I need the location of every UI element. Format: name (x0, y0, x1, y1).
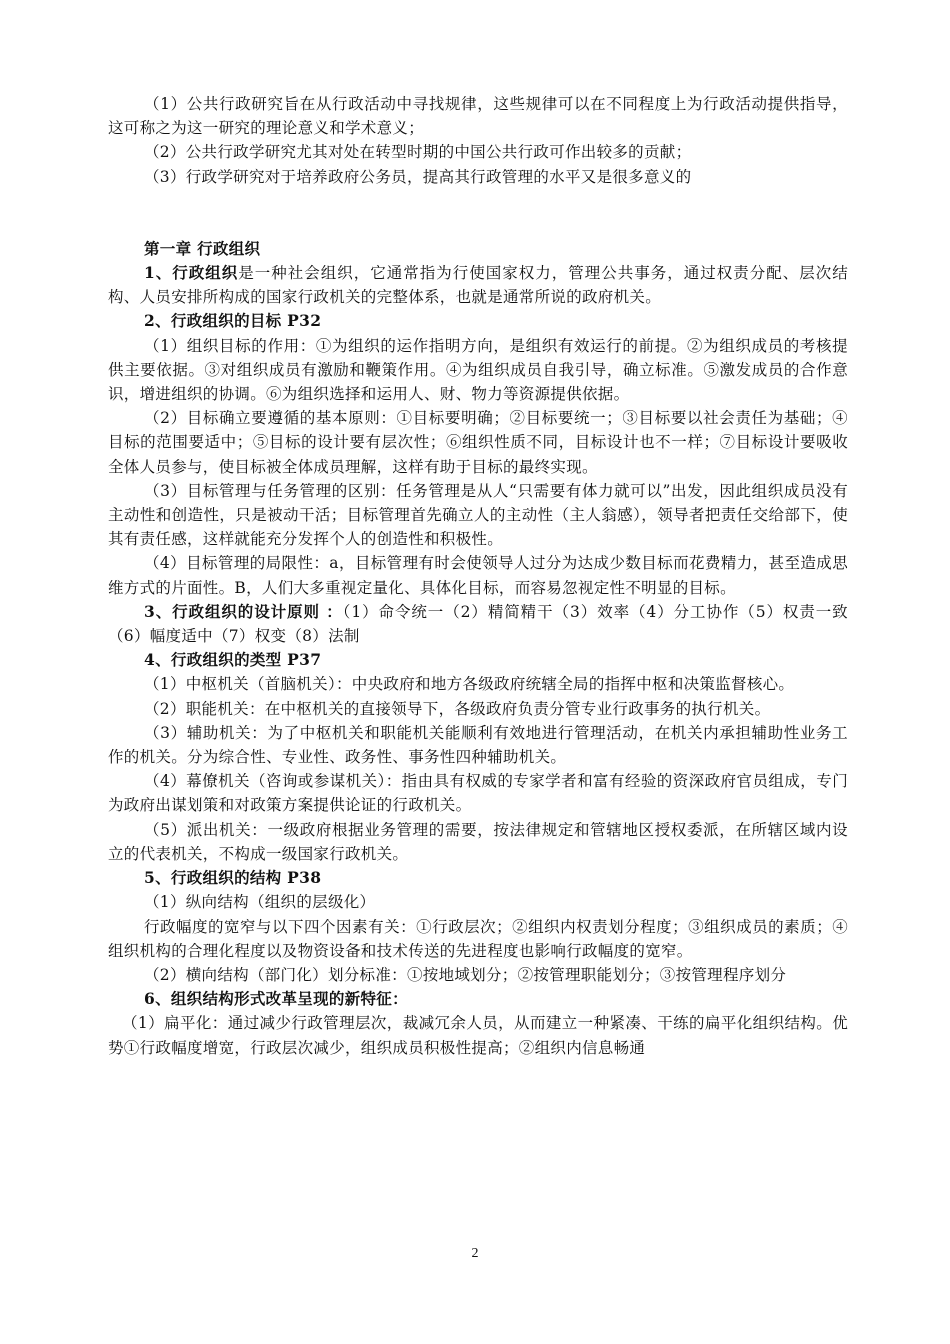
section-5-item-3: （2）横向结构（部门化）划分标准：①按地域划分；②按管理职能划分；③按管理程序划分 (144, 965, 787, 984)
section-3-text: （1）命令统一（2）精简精干（3）效率（4）分工协作（5）权责一致（6）幅度适中（7）权变（8）法制 (108, 602, 848, 646)
section-2-item-2: （2）目标确立要遵循的基本原则：①目标要明确；②目标要统一；③目标要以社会责任为基础；④目标的范围要适中；⑤目标的设计要有层次性；⑥组织性质不同，目标设计也不一样；⑦目标设计要吸收全体人员参与，使目标被全体成员理解，这样有助于目标的最终实现。 (108, 409, 848, 476)
intro-paragraph-1: （1）公共行政研究旨在从行政活动中寻找规律，这些规律可以在不同程度上为行政活动提供指导，这可称之为这一研究的理论意义和学术意义； (108, 95, 848, 138)
section-4-item-3: （3）辅助机关：为了中枢机关和职能机关能顺利有效地进行管理活动，在机关内承担辅助性业务工作的机关。分为综合性、专业性、政务性、事务性四种辅助机关。 (108, 723, 848, 767)
section-1-text: 是一种社会组织，它通常指为行使国家权力，管理公共事务，通过权责分配、层次结构、人员安排所构成的国家行政机关的完整体系，也就是通常所说的政府机关。 (108, 264, 848, 307)
section-3-term: 3、行政组织的设计原则 ： (144, 601, 343, 621)
intro-paragraph-2: （2）公共行政学研究尤其对处在转型时期的中国公共行政可作出较多的贡献； (144, 143, 692, 162)
intro-paragraph-3: （3）行政学研究对于培养政府公务员，提高其行政管理的水平又是很多意义的 (144, 167, 692, 186)
section-5-heading: 5、行政组织的结构 P38 (144, 868, 322, 888)
chapter-title: 第一章 行政组织 (144, 238, 261, 258)
section-4-item-1: （1）中枢机关（首脑机关）：中央政府和地方各级政府统辖全局的指挥中枢和决策监督核心。 (144, 675, 795, 694)
section-4-item-4: （4）幕僚机关（咨询或参谋机关）：指由具有权威的专家学者和富有经验的资深政府官员组成，专门为政府出谋划策和对政策方案提供论证的行政机关。 (108, 772, 848, 815)
section-3-paragraph (108, 600, 848, 648)
section-2-heading: 2、行政组织的目标 P32 (144, 311, 322, 331)
section-1-paragraph (108, 261, 848, 309)
section-4-item-5: （5）派出机关：一级政府根据业务管理的需要，按法律规定和管辖地区授权委派，在所辖区域内设立的代表机关，不构成一级国家行政机关。 (108, 820, 848, 863)
section-2-item-3: （3）目标管理与任务管理的区别：任务管理是从人“只需要有体力就可以”出发，因此组织成员没有主动性和创造性，只是被动干活；目标管理首先确立人的主动性（主人翁感），领导者把责任交给部下，使其有责任感，这样就能充分发挥个人的创造性和积极性。 (108, 481, 848, 549)
section-2-item-4: （4）目标管理的局限性：a，目标管理有时会使领导人过分为达成少数目标而花费精力，甚至造成思维方式的片面性。B，人们大多重视定量化、具体化目标，而容易忽视定性不明显的目标。 (108, 554, 848, 597)
section-5-item-2: 行政幅度的宽窄与以下四个因素有关：①行政层次；②组织内权责划分程度；③组织成员的素质；④组织机构的合理化程度以及物资设备和技术传送的先进程度也影响行政幅度的宽窄。 (108, 917, 848, 960)
section-gap (108, 189, 848, 237)
page-body (108, 92, 848, 1060)
page-number: 2 (471, 1246, 479, 1261)
section-1-term: 1、行政组织 (144, 263, 239, 283)
section-4-item-2: （2）职能机关：在中枢机关的直接领导下，各级政府负责分管专业行政事务的执行机关。 (144, 699, 771, 718)
section-6-item-1: （1）扁平化：通过减少行政管理层次，裁减冗余人员，从而建立一种紧凑、干练的扁平化组织结构。优势①行政幅度增宽，行政层次减少，组织成员积极性提高；②组织内信息畅通 (108, 1014, 848, 1057)
section-4-heading: 4、行政组织的类型 P37 (144, 650, 322, 670)
section-6-heading: 6、组织结构形式改革呈现的新特征： (144, 989, 408, 1009)
section-5-item-1: （1）纵向结构（组织的层级化） (144, 893, 376, 912)
section-2-item-1: （1）组织目标的作用：①为组织的运作指明方向，是组织有效运行的前提。②为组织成员的考核提供主要依据。③对组织成员有激励和鞭策作用。④为组织成员自我引导，确立标准。⑤激发成员的合作意识，增进组织的协调。⑥为组织选择和运用人、财、物力等资源提供依据。 (108, 336, 848, 404)
